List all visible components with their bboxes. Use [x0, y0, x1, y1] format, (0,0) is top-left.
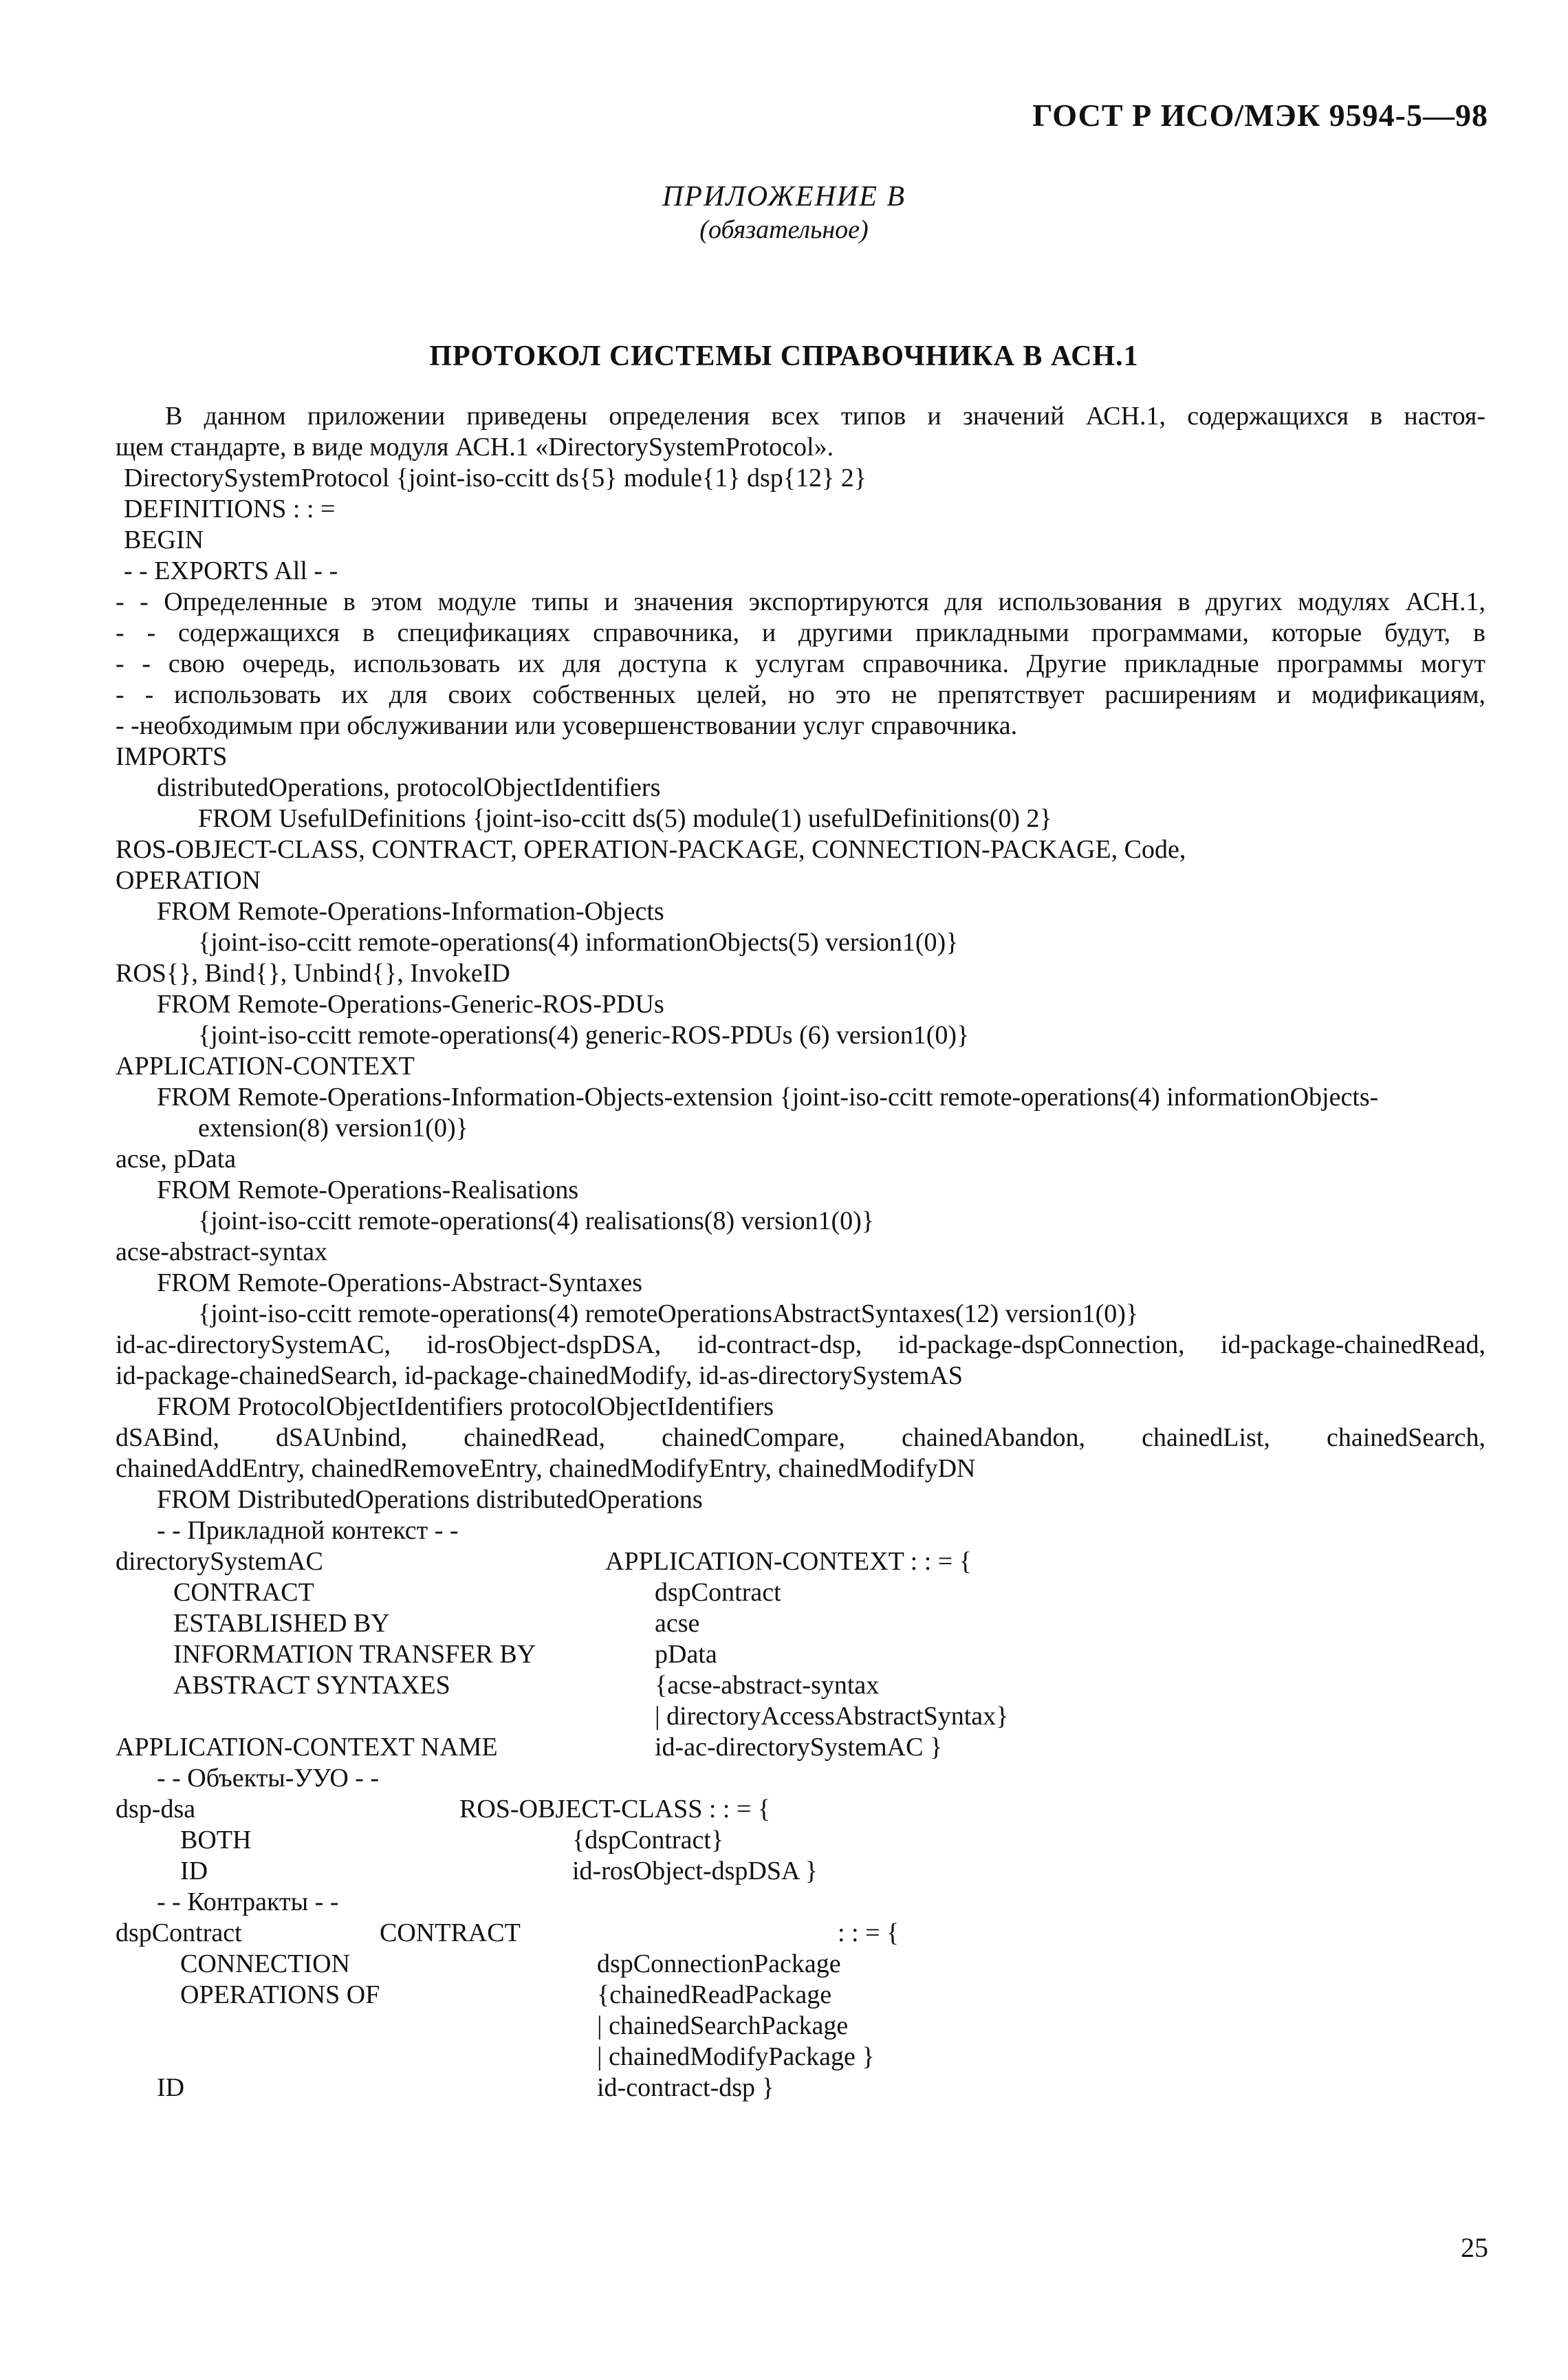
import-item: chainedAddEntry, chainedRemoveEntry, chainedModifyEntry, chainedModifyDN — [116, 1454, 976, 1483]
import-oid: extension(8) version1(0)} — [198, 1114, 468, 1143]
import-item: ROS{}, Bind{}, Unbind{}, InvokeID — [116, 959, 510, 988]
contract-name: dspContract — [116, 1918, 242, 1947]
field-key: INFORMATION TRANSFER BY — [173, 1640, 536, 1669]
appendix-label: ПРИЛОЖЕНИЕ В — [662, 181, 906, 213]
field-value: id-rosObject-dspDSA } — [572, 1857, 818, 1885]
field-value: id-contract-dsp } — [597, 2073, 774, 2102]
imports-line: IMPORTS — [116, 742, 228, 771]
import-item: OPERATION — [116, 866, 261, 895]
import-item: id-package-chainedSearch, id-package-chainedModify, id-as-directorySystemAS — [116, 1361, 963, 1390]
exports-line: - - EXPORTS All - - — [124, 556, 338, 585]
begin-line: BEGIN — [124, 526, 204, 554]
section-comment: - - Контракты - - — [157, 1887, 339, 1916]
field-value: | directoryAccessAbstractSyntax} — [655, 1702, 1009, 1731]
section-title: ПРОТОКОЛ СИСТЕМЫ СПРАВОЧНИКА В АСН.1 — [429, 340, 1139, 372]
section-comment: - - Прикладной контекст - - — [157, 1516, 459, 1545]
field-key: ID — [157, 2073, 185, 2102]
import-oid: {joint-iso-ccitt remote-operations(4) generic-ROS-PDUs (6) version1(0)} — [198, 1021, 970, 1050]
app-context-name: directorySystemAC — [116, 1547, 323, 1576]
comment-line-5: - -необходимым при обслуживании или усовершенствовании услуг справочника. — [116, 711, 1018, 740]
field-value: | chainedSearchPackage — [597, 2011, 849, 2040]
field-value: pData — [655, 1640, 717, 1669]
ros-object-def: ROS-OBJECT-CLASS : : = { — [459, 1795, 771, 1824]
module-header: DirectorySystemProtocol {joint-iso-ccitt ds{5} module{1} dsp{12} 2} — [124, 464, 867, 493]
field-key: ABSTRACT SYNTAXES — [173, 1671, 450, 1700]
field-value: id-ac-directorySystemAC } — [655, 1733, 943, 1762]
import-from: FROM Remote-Operations-Abstract-Syntaxes — [157, 1268, 643, 1297]
ros-object-name: dsp-dsa — [116, 1795, 196, 1824]
field-value: {acse-abstract-syntax — [655, 1671, 880, 1700]
comment-line-2: - - содержащихся в спецификациях справочника, и другими прикладными программами, которые будут, в — [116, 618, 1485, 647]
import-from: FROM ProtocolObjectIdentifiers protocolObjectIdentifiers — [157, 1392, 774, 1421]
import-from: FROM Remote-Operations-Generic-ROS-PDUs — [157, 990, 664, 1019]
import-item: distributedOperations, protocolObjectIdentifiers — [157, 773, 661, 802]
import-from: FROM UsefulDefinitions {joint-iso-ccitt ds(5) module(1) usefulDefinitions(0) 2} — [198, 804, 1052, 833]
import-from: FROM Remote-Operations-Information-Objects-extension {joint-iso-ccitt remote-operations(4) informationObjects- — [157, 1083, 1379, 1112]
field-key: ESTABLISHED BY — [173, 1609, 390, 1638]
intro-line-2: щем стандарте, в виде модуля АСН.1 «DirectorySystemProtocol». — [116, 433, 834, 462]
import-oid: {joint-iso-ccitt remote-operations(4) remoteOperationsAbstractSyntaxes(12) version1(0)} — [198, 1299, 1139, 1328]
document-header: ГОСТ Р ИСО/МЭК 9594-5—98 — [1032, 98, 1488, 133]
contract-def: : : = { — [838, 1918, 900, 1947]
field-key: BOTH — [180, 1826, 252, 1854]
import-item: APPLICATION-CONTEXT — [116, 1052, 415, 1081]
field-value: dspConnectionPackage — [597, 1949, 841, 1978]
import-item: dSABind, dSAUnbind, chainedRead, chainedCompare, chainedAbandon, chainedList, chainedSearch, — [116, 1423, 1485, 1452]
intro-line-1: В данном приложении приведены определения всех типов и значений АСН.1, содержащихся в настоя- — [165, 402, 1485, 431]
definitions-line: DEFINITIONS : : = — [124, 495, 336, 523]
import-oid: {joint-iso-ccitt remote-operations(4) realisations(8) version1(0)} — [198, 1207, 875, 1235]
import-item: ROS-OBJECT-CLASS, CONTRACT, OPERATION-PACKAGE, CONNECTION-PACKAGE, Code, — [116, 835, 1186, 864]
field-key: APPLICATION-CONTEXT NAME — [116, 1733, 498, 1762]
section-comment: - - Объекты-УУО - - — [157, 1764, 380, 1793]
contract-type: CONTRACT — [380, 1918, 521, 1947]
import-oid: {joint-iso-ccitt remote-operations(4) informationObjects(5) version1(0)} — [198, 928, 959, 957]
field-value: {dspContract} — [572, 1826, 724, 1854]
field-key: ID — [180, 1857, 208, 1885]
page-number: 25 — [1461, 2232, 1488, 2263]
app-context-def: APPLICATION-CONTEXT : : = { — [605, 1547, 972, 1576]
import-from: FROM Remote-Operations-Realisations — [157, 1176, 579, 1204]
field-value: {chainedReadPackage — [597, 1980, 832, 2009]
field-key: CONTRACT — [173, 1578, 314, 1607]
field-key: OPERATIONS OF — [180, 1980, 380, 2009]
field-value: dspContract — [655, 1578, 781, 1607]
import-from: FROM DistributedOperations distributedOperations — [157, 1485, 703, 1514]
comment-line-1: - - Определенные в этом модуле типы и значения экспортируются для использования в других модулях АСН.1, — [116, 587, 1485, 616]
comment-line-4: - - использовать их для своих собственных целей, но это не препятствует расширениям и модификациям, — [116, 680, 1485, 709]
field-value: | chainedModifyPackage } — [597, 2042, 875, 2071]
import-item: acse, pData — [116, 1145, 237, 1173]
field-value: acse — [655, 1609, 700, 1638]
import-item: id-ac-directorySystemAC, id-rosObject-dspDSA, id-contract-dsp, id-package-dspConnection, id-package-chainedRead, — [116, 1330, 1485, 1359]
import-from: FROM Remote-Operations-Information-Objects — [157, 897, 664, 926]
import-item: acse-abstract-syntax — [116, 1237, 328, 1266]
field-key: CONNECTION — [180, 1949, 350, 1978]
comment-line-3: - - свою очередь, использовать их для доступа к услугам справочника. Другие прикладные программы могут — [116, 649, 1485, 678]
appendix-status: (обязательное) — [699, 215, 869, 244]
